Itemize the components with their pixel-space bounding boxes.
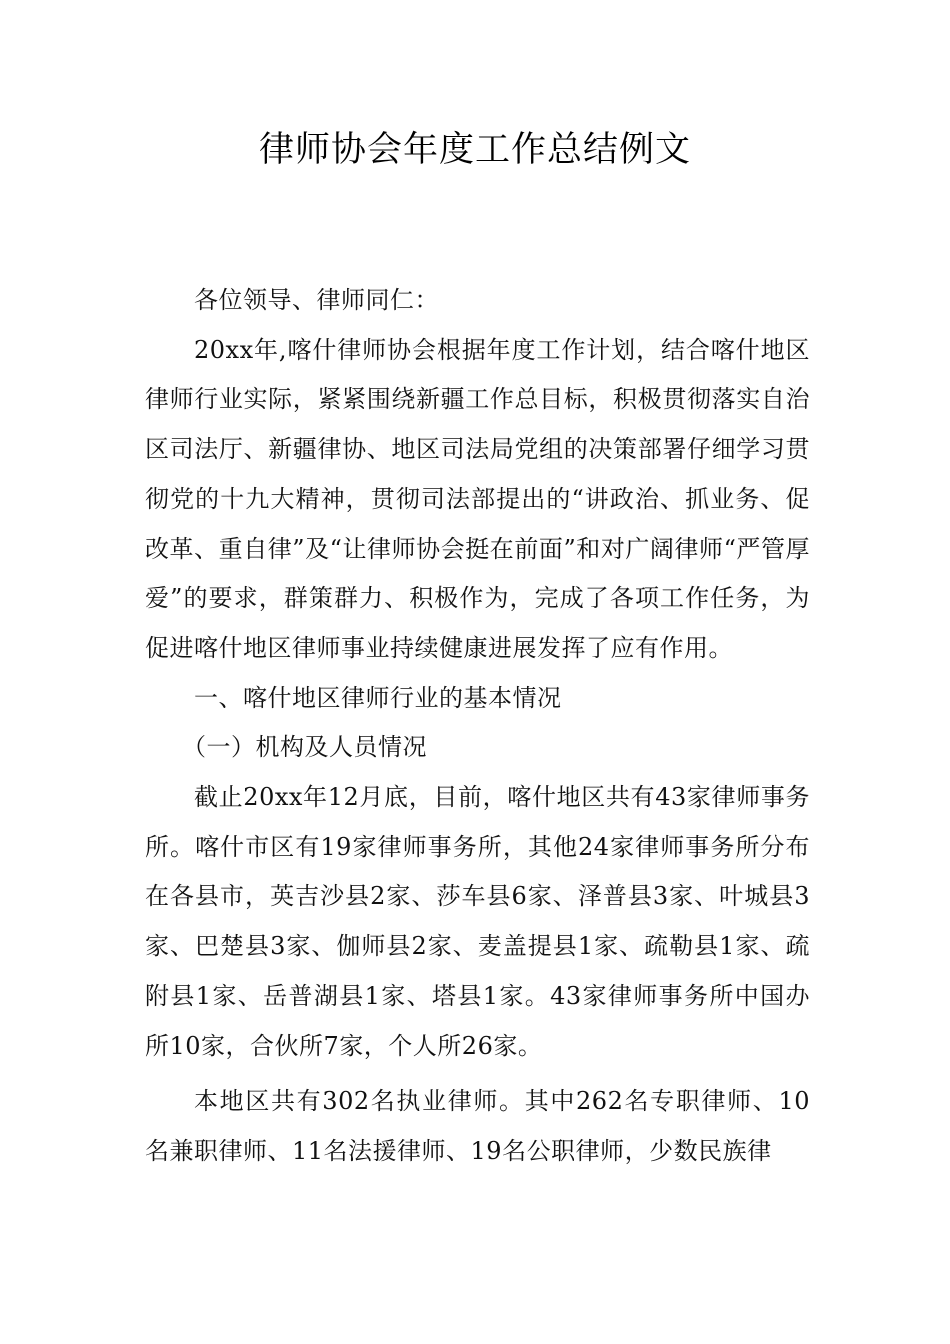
paragraph-lawyers: 本地区共有302名执业律师。其中262名专职律师、10名兼职律师、11名法援律师、19名公职律师，少数民族律: [145, 1087, 810, 1165]
intro-paragraph: 20xx年,喀什律师协会根据年度工作计划，结合喀什地区律师行业实际，紧紧围绕新疆工作总目标，积极贯彻落实自治区司法厅、新疆律协、地区司法局党组的决策部署仔细学习贯彻党的十九大精神，贯彻司法部提出的“讲政治、抓业务、促改革、重自律”及“让律师协会挺在前面”和对广阔律师“严管厚爱”的要求，群策群力、积极作为，完成了各项工作任务，为促进喀什地区律师事业持续健康进展发挥了应有作用。: [145, 335, 810, 662]
subsection-heading-institutions-staff: （一）机构及人员情况: [182, 733, 427, 762]
paragraph-law-firms: 截止20xx年12月底，目前，喀什地区共有43家律师事务所。喀什市区有19家律师事务所，其他24家律师事务所分布在各县市，英吉沙县2家、莎车县6家、泽普县3家、叶城县3家、巴楚县3家、伽师县2家、麦盖提县1家、疏勒县1家、疏附县1家、岳普湖县1家、塔县1家。43家律师事务所中国办所10家，合伙所7家，个人所26家。: [145, 783, 810, 1060]
document-body: [145, 276, 810, 1177]
salutation: 各位领导、律师同仁：: [194, 286, 439, 314]
document-title: 律师协会年度工作总结例文: [258, 130, 691, 170]
section-heading-basic-situation: 一、喀什地区律师行业的基本情况: [194, 683, 562, 712]
